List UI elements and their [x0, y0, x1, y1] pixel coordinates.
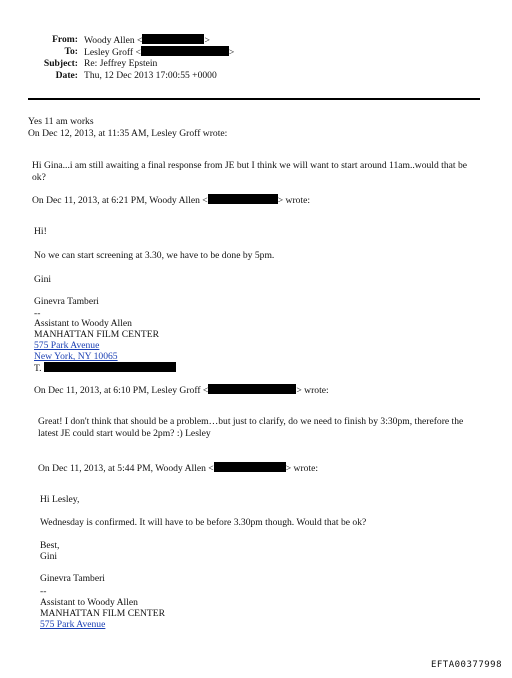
attribution-text: On Dec 11, 2013, at 6:21 PM, Woody Allen < [32, 195, 208, 206]
signoff: Best, [40, 540, 60, 551]
redaction-bar [208, 194, 278, 204]
subject-value: Re: Jeffrey Epstein [84, 58, 158, 69]
to-label: To: [64, 46, 78, 57]
lesley-message: Great! I don't think that should be a problem…but just to clarify, do we need to finish by 3:30pm, therefore the latest JE could start would be 2pm? :) Lesley [38, 416, 464, 439]
city-link[interactable]: New York, NY 10065 [34, 351, 118, 362]
attribution-suffix: > wrote: [285, 463, 319, 474]
signature-phone [34, 362, 176, 375]
quote-attribution [32, 194, 310, 207]
attribution-text: On Dec 11, 2013, at 6:10 PM, Lesley Groff < [34, 385, 209, 396]
redaction-bar [214, 462, 286, 472]
lesley-message: Hi Gina...i am still awaiting a final response from JE but I think we will want to start around 11am..would that be ok? [32, 160, 468, 183]
signature-company: MANHATTAN FILM CENTER [40, 608, 166, 619]
subject-label: Subject: [43, 58, 78, 69]
signoff: Gini [34, 274, 52, 285]
message-text: Wednesday is confirmed. It will have to be before 3.30pm though. Would that be ok? [40, 517, 367, 528]
quote-attribution: On Dec 12, 2013, at 11:35 AM, Lesley Groff wrote: [28, 128, 228, 139]
date-label: Date: [55, 70, 78, 81]
date-value: Thu, 12 Dec 2013 17:00:55 +0000 [84, 70, 217, 81]
signature-title: Assistant to Woody Allen [40, 597, 138, 608]
signature-dash: -- [34, 308, 41, 319]
header-divider [28, 98, 480, 100]
signature-company: MANHATTAN FILM CENTER [34, 329, 160, 340]
redaction-bar [44, 362, 176, 372]
signature-dash: -- [40, 586, 47, 597]
address-link[interactable]: 575 Park Avenue [34, 340, 100, 351]
attribution-suffix: > wrote: [277, 195, 311, 206]
signoff-name: Gini [40, 551, 58, 562]
address-link[interactable]: 575 Park Avenue [40, 619, 106, 630]
from-label: From: [52, 34, 78, 45]
reply-line: Yes 11 am works [28, 116, 94, 127]
quote-attribution [34, 384, 329, 397]
phone-label: T. [34, 363, 42, 374]
signature-name: Ginevra Tamberi [34, 296, 99, 307]
signature-name: Ginevra Tamberi [40, 573, 105, 584]
from-close: > [204, 35, 210, 46]
from-name: Woody Allen < [84, 35, 143, 46]
greeting: Hi Lesley, [40, 494, 80, 505]
quote-attribution [38, 462, 318, 475]
redaction-bar [141, 46, 229, 56]
redaction-bar [142, 34, 204, 44]
message-text: No we can start screening at 3.30, we have to be done by 5pm. [34, 250, 275, 261]
document-id: EFTA00377998 [430, 660, 502, 670]
greeting: Hi! [34, 226, 47, 237]
to-close: > [228, 47, 235, 58]
signature-title: Assistant to Woody Allen [34, 318, 132, 329]
to-name: Lesley Groff < [84, 47, 141, 58]
attribution-text: On Dec 11, 2013, at 5:44 PM, Woody Allen < [38, 463, 214, 474]
redaction-bar [208, 384, 296, 394]
attribution-suffix: > wrote: [296, 385, 329, 396]
